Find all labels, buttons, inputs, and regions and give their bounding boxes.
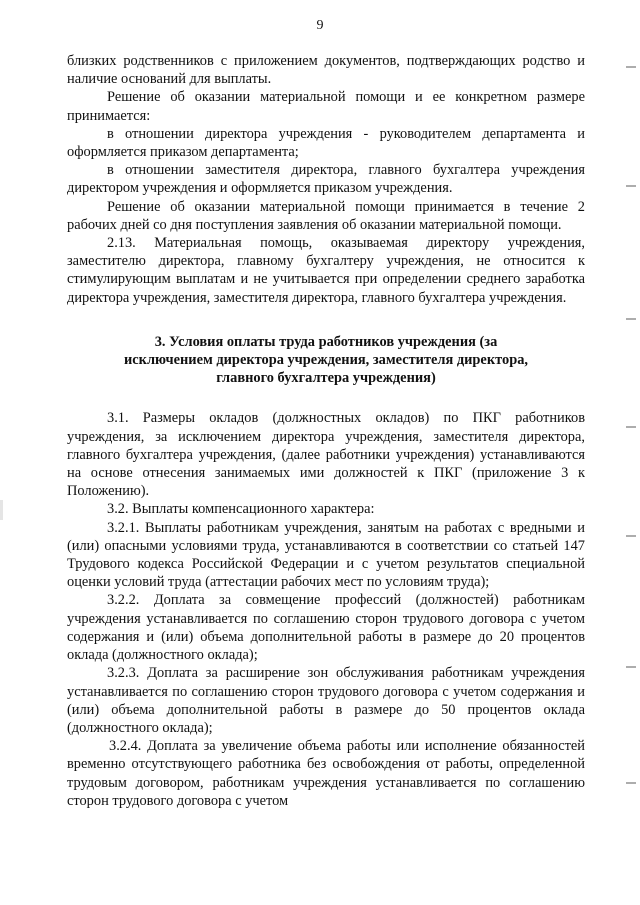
paragraph-2-13: 2.13. Материальная помощь, оказываемая директору учреждения, заместителю директора, главному бухгалтеру учреждения, не относится к стимулирующим выплатам и не учитывается при определении среднего заработка директора учреждения, заместителя директора, главного бухгалтера учреждения. <box>67 235 585 306</box>
scan-edge-artifact <box>0 500 3 520</box>
paragraph-3-2-4: 3.2.4. Доплата за увеличение объема работы или исполнение обязанностей временно отсутствующего работника без освобождения от работы, определенной трудовым договором, работникам учреждения устанавливается по соглашению сторон трудового договора с учетом <box>67 738 585 809</box>
paragraph-3-2-3: 3.2.3. Доплата за расширение зон обслуживания работникам учреждения устанавливается по соглашению сторон трудового договора с учетом содержания и (или) объема дополнительной работы в размере до 50 процентов оклада (должностного оклада); <box>67 665 585 736</box>
scan-mark <box>626 782 636 784</box>
paragraph-deputy-decision: в отношении заместителя директора, главного бухгалтера учреждения директором учреждения и оформляется приказом учреждения. <box>67 162 585 197</box>
scan-mark <box>626 426 636 428</box>
section-3-heading-line-1: 3. Условия оплаты труда работников учреждения (за <box>154 333 498 350</box>
section-3-heading <box>67 333 585 388</box>
document-body <box>67 52 585 810</box>
paragraph-3-2: 3.2. Выплаты компенсационного характера: <box>107 501 375 518</box>
page-number: 9 <box>316 18 324 33</box>
scan-mark <box>626 185 636 187</box>
paragraph-3-2-2: 3.2.2. Доплата за совмещение профессий (должностей) работникам учреждения устанавливается по соглашению сторон трудового договора с учетом содержания и (или) объема дополнительной работы в размере до 20 процентов оклада (должностного оклада); <box>67 592 585 664</box>
section-3-heading-line-3: главного бухгалтера учреждения) <box>216 370 436 387</box>
paragraph-director-decision: в отношении директора учреждения - руководителем департамента и оформляется приказом департамента; <box>67 125 585 161</box>
scan-mark <box>626 66 636 68</box>
scan-margin-marks <box>622 0 636 905</box>
paragraph-decision-intro: Решение об оказании материальной помощи и ее конкретном размере принимается: <box>67 89 585 124</box>
paragraph-3-1: 3.1. Размеры окладов (должностных окладов) по ПКГ работников учреждения, за исключением директора учреждения, заместителя директора, главного бухгалтера учреждения, (далее работники учреждения) устанавливаются на основе отнесения занимаемых ими должностей к ПКГ (приложение 3 к Положению). <box>67 410 585 500</box>
paragraph-3-2-1: 3.2.1. Выплаты работникам учреждения, занятым на работах с вредными и (или) опасными условиями труда, устанавливаются в соответствии со статьей 147 Трудового кодекса Российской Федерации и с учетом результатов специальной оценки условий труда (аттестации рабочих мест по условиям труда); <box>67 519 585 591</box>
paragraph-relatives: близких родственников с приложением документов, подтверждающих родство и наличие оснований для выплаты. <box>67 53 585 88</box>
scan-mark <box>626 535 636 537</box>
scan-mark <box>626 666 636 668</box>
section-3-heading-line-2: исключением директора учреждения, заместителя директора, <box>124 352 528 369</box>
paragraph-decision-timing: Решение об оказании материальной помощи принимается в течение 2 рабочих дней со дня поступления заявления об оказании материальной помощи. <box>67 198 585 233</box>
scan-mark <box>626 318 636 320</box>
